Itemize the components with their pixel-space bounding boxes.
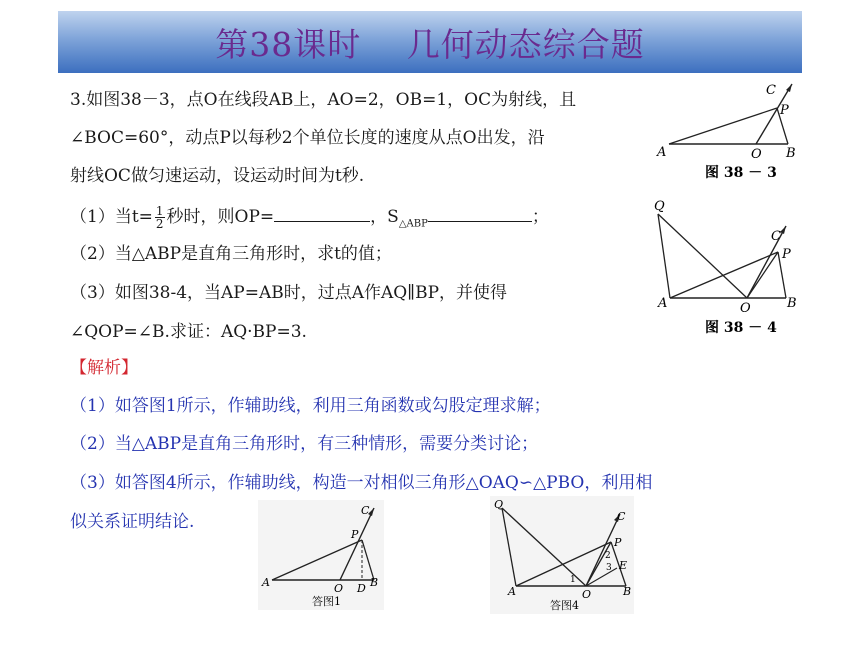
ans4-angle-1: 1 [570, 575, 576, 585]
question-1-s: ，S [370, 207, 399, 227]
question-1-prefix: （1）当t= [70, 207, 153, 227]
analysis-heading: 【解析】 [70, 358, 138, 378]
answer-figure-1 [258, 500, 384, 610]
ans4-label-q: Q [494, 498, 504, 511]
fraction [155, 205, 165, 230]
title-banner [58, 11, 802, 73]
fig4-label-o: O [740, 301, 751, 316]
figure-38-3 [655, 78, 805, 184]
analysis-part-3-line-1: （3）如答图4所示，作辅助线，构造一对相似三角形△OAQ∽△PBO，利用相 [70, 473, 653, 493]
answer-blank-area[interactable] [428, 207, 532, 222]
ans4-label-o: O [582, 588, 592, 601]
ans4-label-c: C [617, 510, 626, 523]
problem-line-1: 3.如图38－3，点O在线段AB上，AO=2，OB=1，OC为射线，且 [70, 90, 577, 110]
ans1-label-p: P [351, 528, 359, 541]
fig3-label-c: C [766, 83, 776, 98]
ans1-label-b: B [370, 576, 379, 589]
question-1-mid: 秒时，则OP= [166, 207, 275, 227]
question-1-end: ； [531, 207, 549, 227]
ans4-label-e: E [619, 559, 628, 572]
ans4-angle-3: 3 [606, 563, 612, 573]
question-2: （2）当△ABP是直角三角形时，求t的值； [70, 244, 392, 264]
ans4-label-a: A [508, 585, 516, 598]
answer-blank-op[interactable] [274, 207, 370, 222]
question-3-line-1: （3）如图38-4，当AP=AB时，过点A作AQ∥BP，并使得 [70, 283, 508, 303]
ans4-label-b: B [623, 585, 632, 598]
fraction-denominator: 2 [155, 217, 164, 231]
figure-38-4 [650, 196, 810, 344]
fig3-label-a: A [657, 145, 667, 160]
ans1-label-c: C [361, 504, 370, 517]
page-title: 第38课时 几何动态综合题 [215, 24, 645, 64]
analysis-part-3-line-2: 似关系证明结论. [70, 512, 195, 532]
ans1-label-d: D [357, 582, 366, 595]
fig4-label-p: P [782, 247, 791, 262]
problem-line-2: ∠BOC=60°，动点P以每秒2个单位长度的速度从点O出发，沿 [70, 128, 545, 148]
ans4-label-p: P [614, 536, 622, 549]
ans4-angle-2: 2 [605, 551, 611, 561]
fraction-numerator: 1 [155, 204, 164, 218]
fig4-label-b: B [787, 296, 797, 311]
analysis-part-1: （1）如答图1所示，作辅助线，利用三角函数或勾股定理求解； [70, 396, 551, 416]
fig4-label-c: C [771, 229, 781, 244]
fig3-label-p: P [780, 103, 789, 118]
analysis-part-2: （2）当△ABP是直角三角形时，有三种情形，需要分类讨论； [70, 434, 539, 454]
ans4-caption: 答图4 [550, 599, 579, 612]
fig3-label-b: B [786, 146, 796, 161]
answer-figure-4 [490, 496, 634, 614]
fig3-caption: 图 38 － 3 [705, 165, 777, 181]
problem-line-3: 射线OC做匀速运动，设运动时间为t秒. [70, 166, 365, 186]
question-3-line-2: ∠QOP=∠B.求证：AQ·BP=3. [70, 322, 307, 342]
fig3-label-o: O [751, 147, 762, 162]
fig4-caption: 图 38 － 4 [705, 320, 777, 336]
fig4-label-q: Q [654, 199, 665, 214]
question-1 [70, 205, 549, 234]
fig4-label-a: A [658, 296, 668, 311]
ans1-label-o: O [334, 582, 344, 595]
question-1-subscript: △ABP [398, 218, 428, 230]
ans1-label-a: A [262, 576, 270, 589]
ans1-caption: 答图1 [312, 595, 341, 608]
